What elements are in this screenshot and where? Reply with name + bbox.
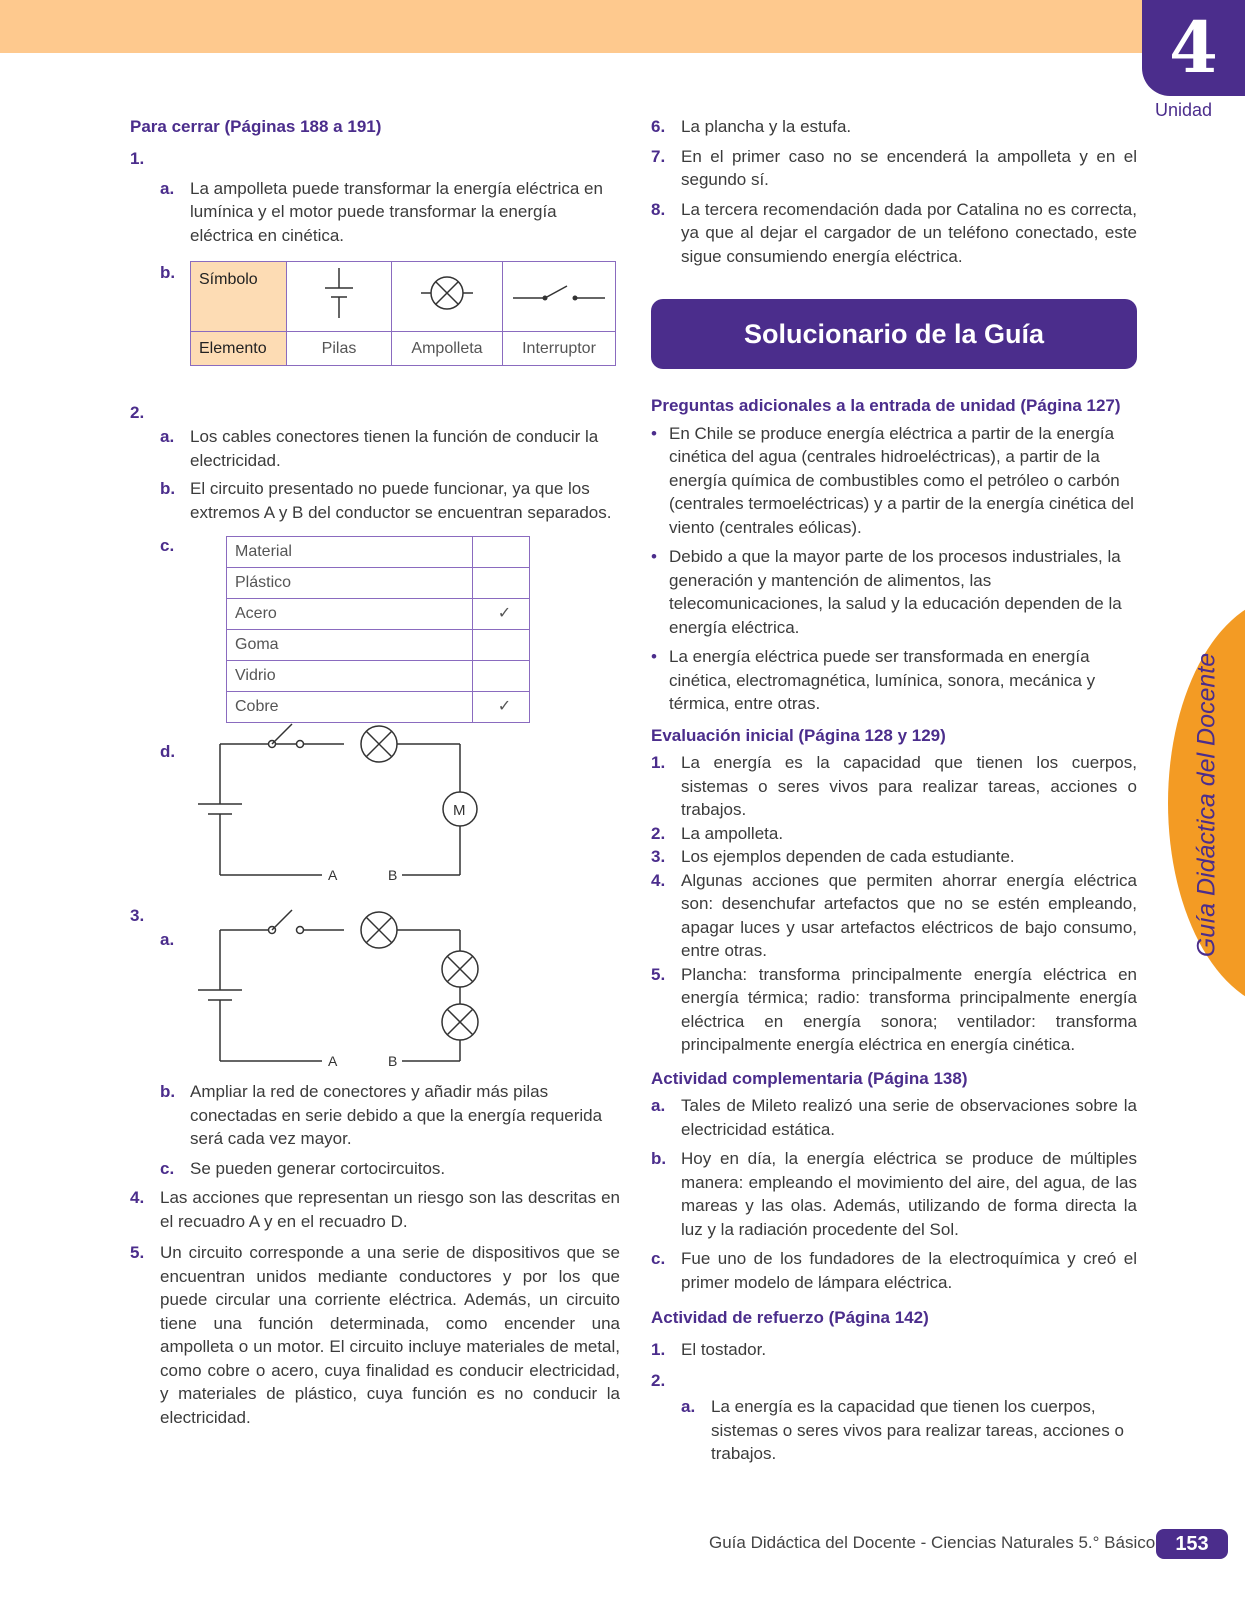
answer-6 (651, 115, 1137, 139)
list-item (651, 963, 1137, 1057)
answer-2b (160, 477, 620, 524)
answer-text: Fue uno de los fundadores de la electroquímica y creó el primer modelo de lámpara eléctrica. (681, 1249, 1137, 1292)
answer-letter: c. (160, 536, 175, 555)
answer-text: Algunas acciones que permiten ahorrar energía eléctrica son: desenchufar artefactos que no se estén empleando, apagar luces y usar artefactos eléctricos de bajo consumo, entre otras. (681, 870, 1137, 960)
item-number: 5. (651, 964, 666, 984)
list-item (651, 822, 1137, 846)
solucionario-banner: Solucionario de la Guía (651, 299, 1137, 369)
answer-text: El circuito presentado no puede funcionar, ya que los extremos A y B del conductor se encuentran separados. (190, 479, 612, 522)
question-number: 4. (130, 1188, 145, 1207)
symbol-table (190, 261, 616, 366)
answer-letter: a. (160, 178, 175, 198)
material-cell: Vidrio (227, 661, 473, 692)
element-cell: Pilas (287, 332, 392, 366)
item-number: c. (651, 1249, 666, 1268)
item-number: a. (651, 1096, 666, 1115)
list-item (651, 845, 1137, 869)
item-number: 1. (651, 753, 666, 772)
answer-text: La plancha y la estufa. (681, 117, 852, 136)
material-cell: Plástico (227, 568, 473, 599)
list-item (651, 1247, 1137, 1294)
item-number: b. (651, 1149, 667, 1168)
element-cell: Ampolleta (392, 332, 503, 366)
answer-8 (651, 198, 1137, 269)
answer-text: Se pueden generar cortocircuitos. (190, 1158, 446, 1178)
item-number: 1. (651, 1339, 666, 1359)
item-number: 3. (651, 847, 666, 866)
answer-text: La ampolleta. (681, 823, 784, 843)
answer-7 (651, 145, 1137, 192)
list-item (651, 1338, 1137, 1362)
answer-text: Un circuito corresponde a una serie de dispositivos que se encuentran unidos mediante conductores y por los que puede circular una corriente eléctrica. Además, un circuito tiene una función determinada, como encender una ampolleta o un motor. El circuito incluye materiales de metal, como cobre o acero, cuya finalidad es conducir electricidad, y materiales de plástico, cuya función es no conducir la electricidad. (160, 1243, 620, 1427)
right-column-top (651, 115, 1137, 268)
item-number: 2. (651, 1371, 666, 1390)
circuit-diagram-d (190, 720, 510, 905)
unit-tab (1142, 0, 1245, 96)
item-number: 8. (651, 199, 666, 219)
list-item (651, 1369, 1137, 1393)
section-title: Actividad de refuerzo (Página 142) (651, 1308, 929, 1327)
answer-text: Tales de Mileto realizó una serie de observaciones sobre la electricidad estática. (681, 1096, 1137, 1139)
item-number: 2. (651, 823, 666, 843)
check-cell (473, 630, 530, 661)
section-title: Evaluación inicial (Página 128 y 129) (651, 725, 946, 745)
answer-3a (160, 928, 620, 1078)
list-subitem (681, 1395, 1137, 1466)
answer-letter: a. (160, 427, 175, 446)
answer-text: Hoy en día, la energía eléctrica se produce de múltiples manera: empleando el movimiento del aire, del agua, de las mareas y las olas. Además, utilizando de forma directa la luz y la radiación procedente del Sol. (681, 1149, 1137, 1239)
section-title: Preguntas adicionales a la entrada de unidad (Página 127) (651, 396, 1121, 415)
footer-text: Guía Didáctica del Docente - Ciencias Naturales 5.° Básico (709, 1533, 1156, 1552)
answer-text: La tercera recomendación dada por Catalina no es correcta, ya que al dejar el cargador de un teléfono conectado, este sigue consumiendo energía eléctrica. (681, 199, 1137, 266)
answer-2d (160, 740, 620, 900)
answer-2a (160, 425, 620, 472)
unit-number: 4 (1169, 6, 1218, 89)
question-number: 3. (130, 906, 145, 925)
answer-text: Plancha: transforma principalmente energía eléctrica en energía térmica; radio: transforma principalmente energía eléctrica en energía sonora; ventilador: transforma principalmente energía eléctrica en energía cinética. (681, 964, 1137, 1054)
answer-letter: d. (160, 742, 176, 761)
material-cell: Goma (227, 630, 473, 661)
switch-symbol-icon (503, 262, 616, 332)
answer-text: Los cables conectores tienen la función de conducir la electricidad. (190, 427, 599, 470)
question-4 (130, 1186, 620, 1233)
answer-1b (160, 261, 620, 371)
question-2 (130, 401, 620, 425)
item-letter: a. (681, 1397, 696, 1416)
list-item (651, 751, 1137, 822)
answer-letter: b. (160, 263, 176, 282)
battery-symbol-icon (287, 262, 392, 332)
circuit-diagram-3a (190, 906, 510, 1091)
label-b: B (388, 1053, 398, 1069)
motor-label: M (453, 802, 466, 819)
list-item (651, 1147, 1137, 1241)
item-number: 6. (651, 117, 666, 136)
side-tab-label: Guía Didáctica del Docente (1192, 652, 1221, 958)
question-1 (130, 147, 620, 177)
answer-3b (160, 1080, 620, 1151)
answer-letter: b. (160, 479, 176, 498)
symbol-header: Símbolo (191, 262, 287, 332)
label-a: A (328, 1053, 338, 1069)
left-column (130, 115, 620, 1429)
bullet-item: • En Chile se produce energía eléctrica a partir de la energía cinética del agua (centrales hidroeléctricas), a partir de la energía química de combustibles como el petróleo o carbón (centrales termoeléctricas) y a partir de la energía cinética del viento (centrales eólicas). (651, 422, 1137, 540)
material-cell: Material (227, 537, 473, 568)
label-a: A (328, 867, 338, 883)
page-number: 153 (1156, 1529, 1228, 1559)
label-b: B (388, 867, 398, 883)
answer-text: La energía es la capacidad que tienen los cuerpos, sistemas o seres vivos para realizar tareas, acciones o trabajos. (681, 753, 1137, 819)
check-cell (473, 568, 530, 599)
answer-text: Los ejemplos dependen de cada estudiante. (681, 847, 1015, 866)
answer-text: Las acciones que representan un riesgo son las descritas en el recuadro A y en el recuadro D. (160, 1188, 620, 1231)
answer-text: La energía es la capacidad que tienen los cuerpos, sistemas o seres vivos para realizar tareas, acciones o trabajos. (711, 1397, 1124, 1463)
element-cell: Interruptor (503, 332, 616, 366)
item-number: 4. (651, 870, 666, 890)
list-item (651, 1094, 1137, 1141)
answer-1a (160, 177, 620, 248)
check-cell (473, 661, 530, 692)
lamp-symbol-icon (392, 262, 503, 332)
answer-letter: c. (160, 1158, 175, 1178)
unit-label: Unidad (1155, 100, 1213, 120)
bullet-item: • La energía eléctrica puede ser transformada en energía cinética, electromagnética, lumínica, sonora, mecánica y térmica, entre otras. (651, 645, 1137, 716)
answer-letter: b. (160, 1082, 176, 1101)
material-cell: Acero (227, 599, 473, 630)
right-column-bottom (651, 394, 1137, 1466)
list-item (651, 869, 1137, 963)
item-number: 7. (651, 146, 666, 166)
answer-text: La ampolleta puede transformar la energía eléctrica en lumínica y el motor puede transformar la energía eléctrica en cinética. (190, 178, 603, 245)
answer-3c (160, 1157, 620, 1181)
element-header: Elemento (191, 332, 287, 366)
answer-text: Ampliar la red de conectores y añadir más pilas conectadas en serie debido a que la energía requerida será cada vez mayor. (190, 1082, 603, 1148)
material-cell: Cobre (227, 692, 473, 723)
answer-2c (160, 534, 620, 714)
top-banner-bar (0, 0, 1143, 53)
check-cell: ✓ (473, 599, 530, 630)
section-title-para-cerrar: Para cerrar (Páginas 188 a 191) (130, 117, 382, 136)
answer-letter: a. (160, 930, 175, 949)
question-number: 1. (130, 148, 145, 168)
answer-text: En el primer caso no se encenderá la ampolleta y en el segundo sí. (681, 146, 1137, 189)
question-number: 5. (130, 1243, 145, 1262)
section-title: Actividad complementaria (Página 138) (651, 1068, 968, 1088)
check-cell (473, 537, 530, 568)
material-table (226, 536, 530, 723)
bullet-item: • Debido a que la mayor parte de los procesos industriales, la generación y mantención de alimentos, las telecomunicaciones, la salud y la educación dependen de la energía eléctrica. (651, 545, 1137, 639)
question-5 (130, 1241, 620, 1429)
answer-text: El tostador. (681, 1339, 767, 1359)
check-cell: ✓ (473, 692, 530, 723)
question-number: 2. (130, 403, 145, 422)
